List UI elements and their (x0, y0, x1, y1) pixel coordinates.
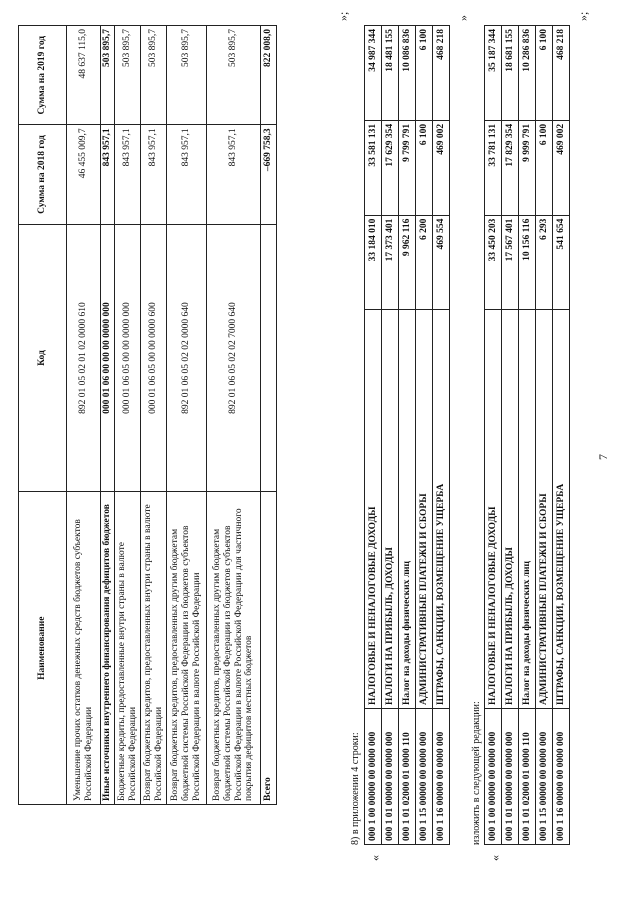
row-code: 000 01 06 00 00 00 0000 000 (101, 224, 115, 492)
row-sum-2018: –669 758,3 (261, 125, 277, 224)
row-value-2: 17 829 354 (502, 120, 519, 215)
table-header-row (19, 26, 67, 805)
row-code: 000 1 00 00000 00 0000 000 (485, 708, 502, 844)
row-value-3: 10 286 836 (519, 26, 536, 121)
table-row (485, 26, 502, 845)
row-sum-2019: 822 008,0 (261, 26, 277, 125)
row-value-2: 17 629 354 (382, 120, 399, 215)
row-code: 892 01 06 05 02 02 7000 640 (207, 224, 261, 492)
close-quote: » (456, 15, 470, 21)
row-value-3: 18 681 155 (502, 26, 519, 121)
table-row (101, 26, 115, 805)
table-row (382, 26, 399, 845)
row-name: НАЛОГОВЫЕ И НЕНАЛОГОВЫЕ ДОХОДЫ (485, 310, 502, 709)
row-name: Уменьшение прочих остатков денежных средств бюджетов субъектов Российской Федерации (67, 492, 101, 805)
row-name: ШТРАФЫ, САНКЦИИ, ВОЗМЕЩЕНИЕ УЩЕРБА (553, 310, 570, 709)
row-name: Возврат бюджетных кредитов, предоставленных другим бюджетам бюджетной системы Российской Федерации из бюджетов субъектов Российской Федерации в валюте Российской Федерации для частичного покрытия дефицитов местных бюджетов (207, 492, 261, 805)
row-code: 000 01 06 05 00 00 0000 000 (115, 224, 141, 492)
open-quote: « (488, 855, 502, 861)
row-value-3: 18 481 155 (382, 26, 399, 121)
appendix4-old-rows-table (364, 25, 450, 845)
row-sum-2018: 843 957,1 (167, 125, 207, 224)
row-name: Налог на доходы физических лиц (399, 310, 416, 709)
row-value-1: 541 654 (553, 215, 570, 310)
row-code: 000 1 01 02000 01 0000 110 (399, 708, 416, 844)
header-code: Код (19, 224, 67, 492)
table-row (416, 26, 433, 845)
row-name: Возврат бюджетных кредитов, предоставленных другим бюджетам бюджетной системы Российской Федерации из бюджетов субъектов Российской Федерации в валюте Российской Федерации (167, 492, 207, 805)
row-value-1: 6 293 (536, 215, 553, 310)
row-value-1: 469 554 (433, 215, 450, 310)
row-value-3: 468 218 (553, 26, 570, 121)
page-number: 7 (596, 454, 610, 460)
table-row (502, 26, 519, 845)
row-code: 000 1 01 00000 00 0000 000 (382, 708, 399, 844)
row-value-2: 469 002 (553, 120, 570, 215)
row-code: 892 01 06 05 02 02 0000 640 (167, 224, 207, 492)
row-value-1: 33 450 203 (485, 215, 502, 310)
row-value-1: 17 373 401 (382, 215, 399, 310)
row-code: 000 1 16 00000 00 0000 000 (553, 708, 570, 844)
row-sum-2018: 843 957,1 (141, 125, 167, 224)
row-sum-2019: 503 895,7 (115, 26, 141, 125)
row-name: Бюджетные кредиты, предоставленные внутри страны в валюте Российской Федерации (115, 492, 141, 805)
row-name: Иные источники внутреннего финансирования дефицитов бюджетов (101, 492, 115, 805)
row-value-1: 17 567 401 (502, 215, 519, 310)
row-name: НАЛОГОВЫЕ И НЕНАЛОГОВЫЕ ДОХОДЫ (365, 310, 382, 709)
row-sum-2019: 48 637 115,0 (67, 26, 101, 125)
redaction-text: изложить в следующей редакции: (471, 701, 482, 845)
row-sum-2018: 843 957,1 (207, 125, 261, 224)
closing-quote: »; (336, 11, 350, 21)
table-row (519, 26, 536, 845)
row-value-1: 10 156 116 (519, 215, 536, 310)
row-name: ШТРАФЫ, САНКЦИИ, ВОЗМЕЩЕНИЕ УЩЕРБА (433, 310, 450, 709)
table-row (536, 26, 553, 845)
table-row (261, 26, 277, 805)
row-name: АДМИНИСТРАТИВНЫЕ ПЛАТЕЖИ И СБОРЫ (416, 310, 433, 709)
header-sum-2019: Сумма на 2019 год (19, 26, 67, 125)
row-code: 000 1 00 00000 00 0000 000 (365, 708, 382, 844)
row-sum-2018: 46 455 009,7 (67, 125, 101, 224)
header-name: Наименование (19, 492, 67, 805)
row-value-1: 6 200 (416, 215, 433, 310)
row-name: Возврат бюджетных кредитов, предоставленных внутри страны в валюте Российской Федерации (141, 492, 167, 805)
row-code: 000 1 01 00000 00 0000 000 (502, 708, 519, 844)
row-value-2: 9 999 791 (519, 120, 536, 215)
table-row (141, 26, 167, 805)
row-value-1: 33 184 010 (365, 215, 382, 310)
table-row (67, 26, 101, 805)
row-name: НАЛОГИ НА ПРИБЫЛЬ, ДОХОДЫ (502, 310, 519, 709)
row-value-2: 33 781 131 (485, 120, 502, 215)
header-sum-2018: Сумма на 2018 год (19, 125, 67, 224)
row-code: 000 1 15 00000 00 0000 000 (536, 708, 553, 844)
row-value-2: 6 100 (416, 120, 433, 215)
row-value-1: 9 962 116 (399, 215, 416, 310)
table-row (553, 26, 570, 845)
row-code: 000 1 16 00000 00 0000 000 (433, 708, 450, 844)
row-value-3: 6 100 (536, 26, 553, 121)
row-value-2: 6 100 (536, 120, 553, 215)
row-value-3: 10 086 836 (399, 26, 416, 121)
table-row (167, 26, 207, 805)
row-name: Всего (261, 492, 277, 805)
row-value-2: 469 002 (433, 120, 450, 215)
row-code (261, 224, 277, 492)
row-value-3: 34 987 344 (365, 26, 382, 121)
row-name: Налог на доходы физических лиц (519, 310, 536, 709)
row-code: 892 01 05 02 01 02 0000 610 (67, 224, 101, 492)
item-8-text: 8) в приложении 4 строки: (350, 732, 361, 845)
row-sum-2019: 503 895,7 (207, 26, 261, 125)
row-value-3: 35 187 344 (485, 26, 502, 121)
row-sum-2019: 503 895,7 (167, 26, 207, 125)
open-quote: « (368, 855, 382, 861)
appendix4-new-rows-table (484, 25, 570, 845)
table-row (207, 26, 261, 805)
row-value-3: 6 100 (416, 26, 433, 121)
row-sum-2018: 843 957,1 (101, 125, 115, 224)
row-sum-2018: 843 957,1 (115, 125, 141, 224)
table-row (365, 26, 382, 845)
row-value-2: 9 799 791 (399, 120, 416, 215)
row-code: 000 1 15 00000 00 0000 000 (416, 708, 433, 844)
row-code: 000 1 01 02000 01 0000 110 (519, 708, 536, 844)
table-row (433, 26, 450, 845)
table-row (399, 26, 416, 845)
row-name: АДМИНИСТРАТИВНЫЕ ПЛАТЕЖИ И СБОРЫ (536, 310, 553, 709)
row-sum-2019: 503 895,7 (141, 26, 167, 125)
financing-sources-table (18, 25, 277, 805)
close-quote: »; (576, 11, 590, 21)
row-name: НАЛОГИ НА ПРИБЫЛЬ, ДОХОДЫ (382, 310, 399, 709)
row-code: 000 01 06 05 00 00 0000 600 (141, 224, 167, 492)
table-row (115, 26, 141, 805)
row-sum-2019: 503 895,7 (101, 26, 115, 125)
row-value-3: 468 218 (433, 26, 450, 121)
row-value-2: 33 581 131 (365, 120, 382, 215)
